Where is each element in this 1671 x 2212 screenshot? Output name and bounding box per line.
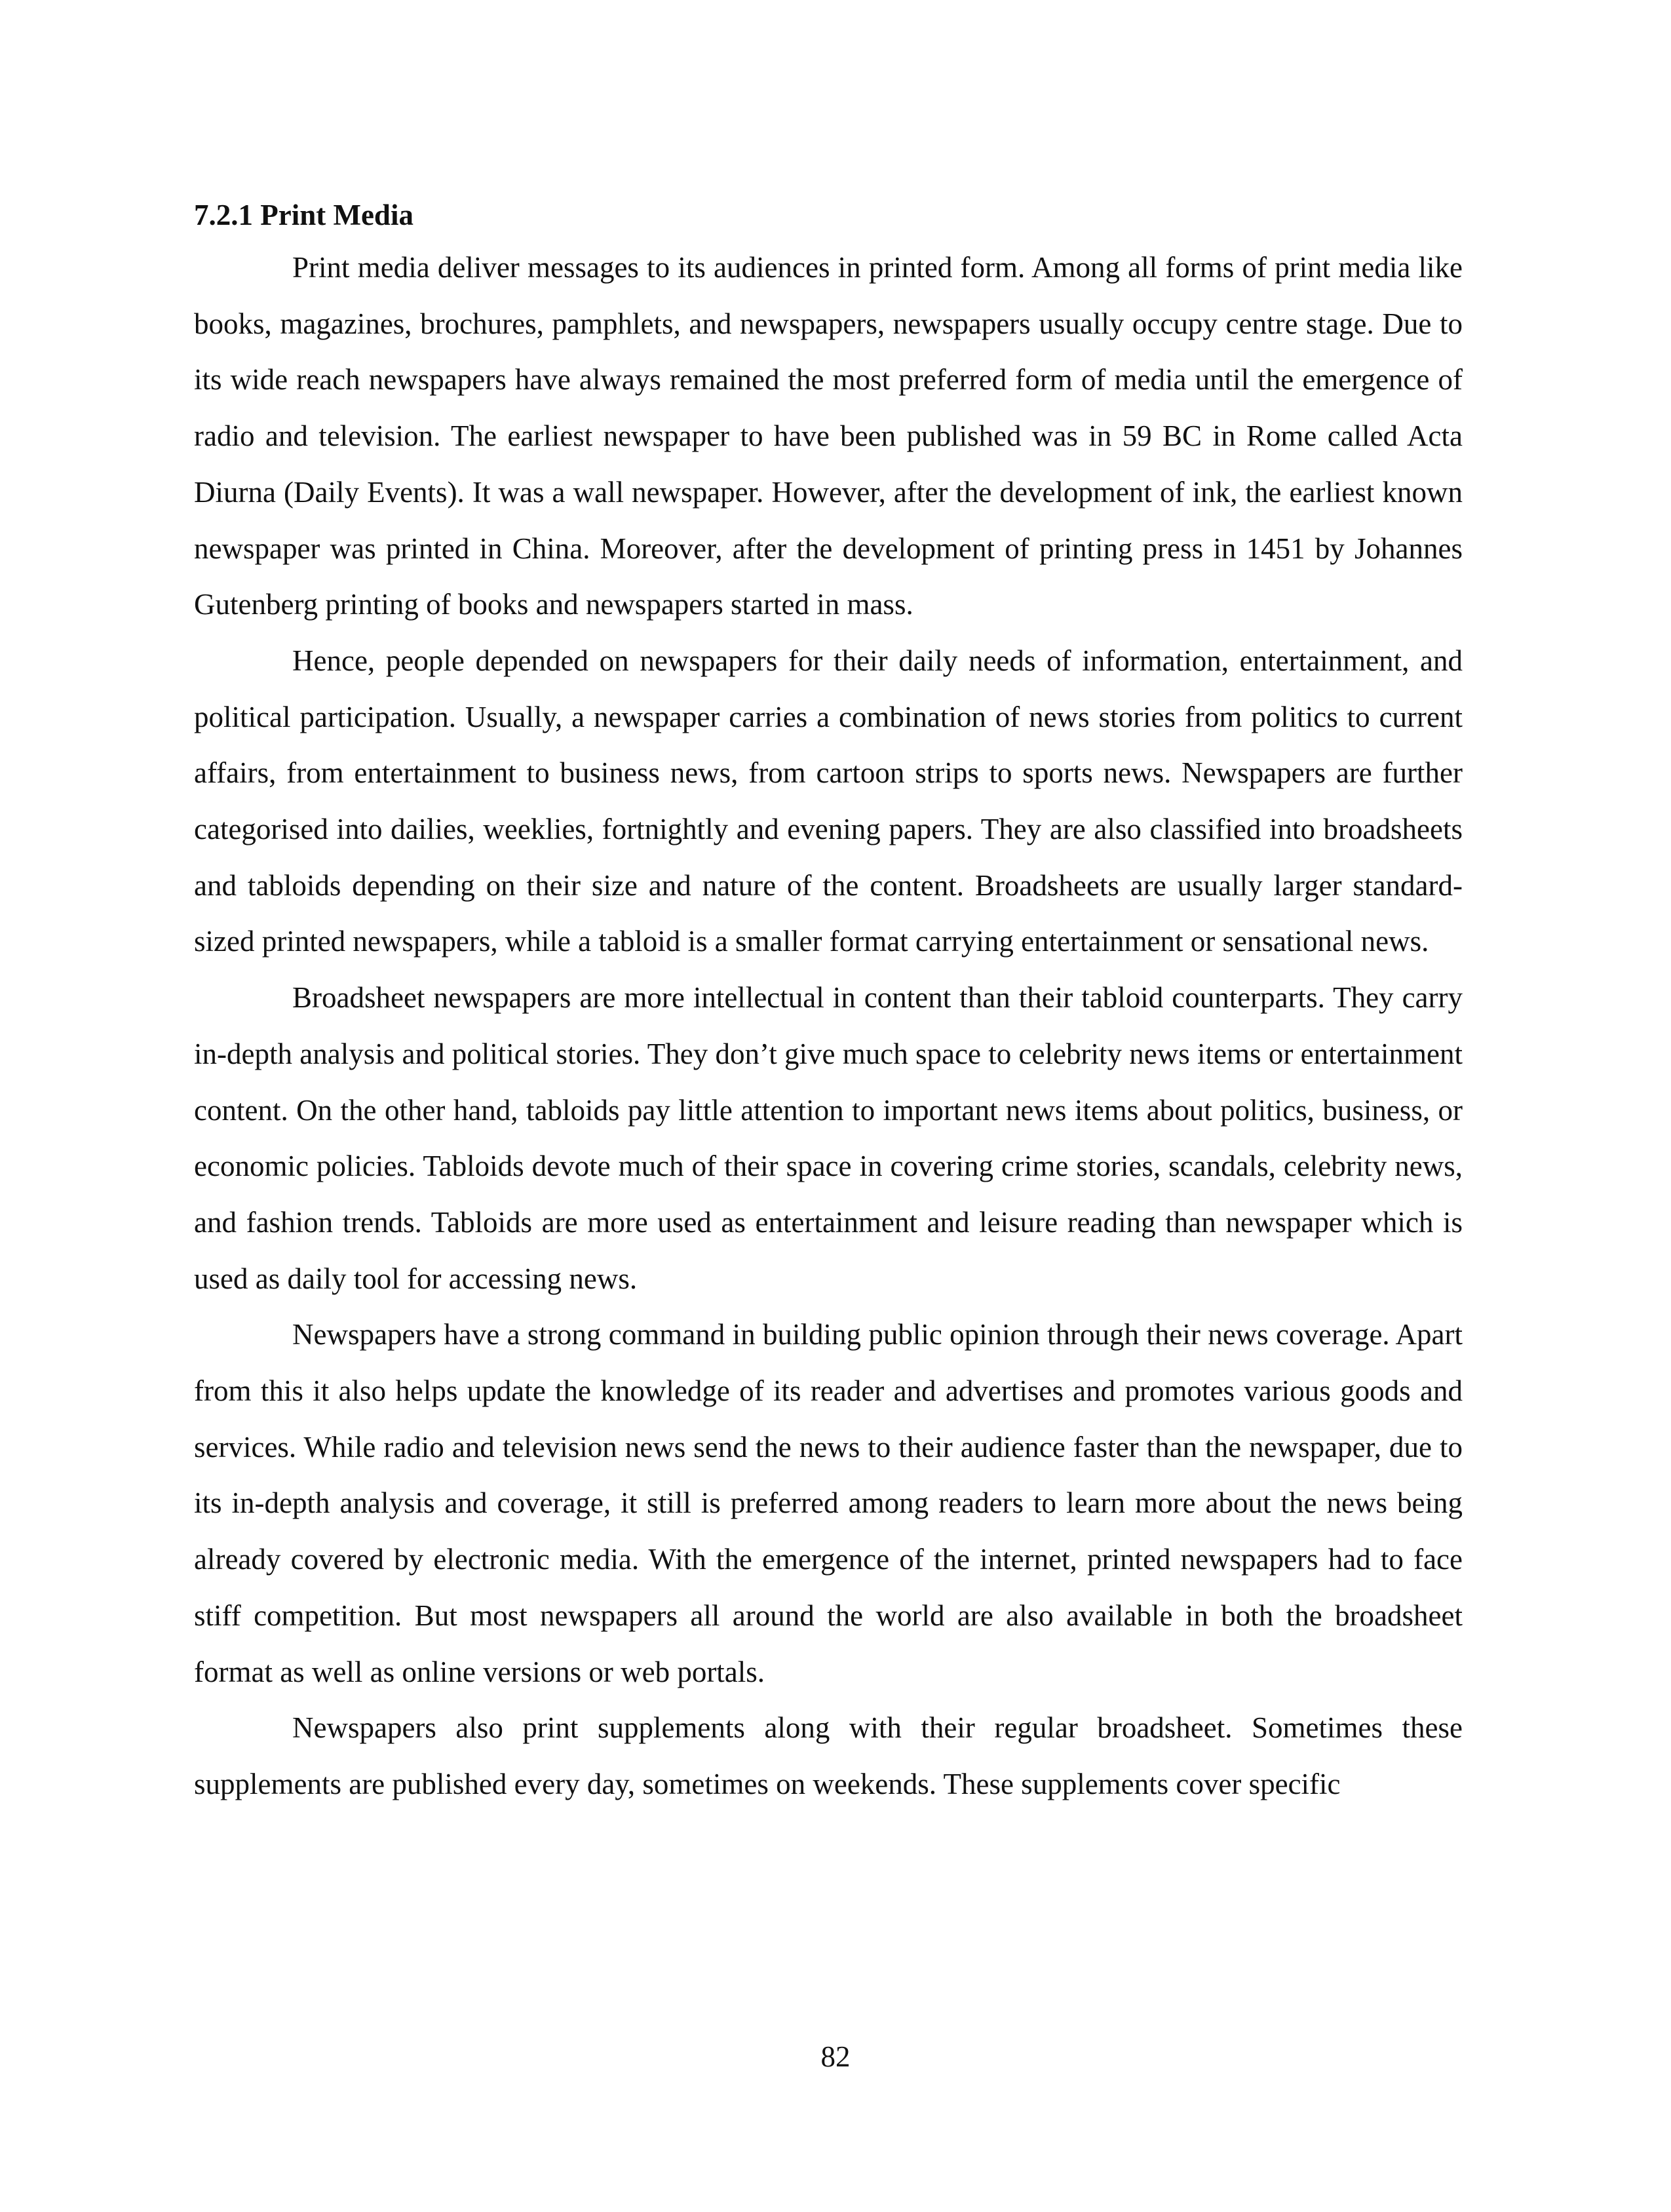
paragraph: Newspapers have a strong command in building public opinion through their news coverage. Apart from this it also helps update the knowledge of its reader and advertises and promotes various goods and services. While radio and television news send the news to their audience faster than the newspaper, due to its in-depth analysis and coverage, it still is preferred among readers to learn more about the news being already covered by electronic media. With the emergence of the internet, printed newspapers had to face stiff competition. But most newspapers all around the world are also available in both the broadsheet format as well as online versions or web portals. <box>194 1318 1463 1688</box>
paragraph: Newspapers also print supplements along with their regular broadsheet. Sometimes these supplements are published every day, sometimes on weekends. These supplements cover specific <box>194 1711 1463 1800</box>
page-content <box>194 195 1463 1813</box>
section-heading: 7.2.1 Print Media <box>194 199 413 231</box>
page-number: 82 <box>820 2040 851 2073</box>
paragraph: Hence, people depended on newspapers for their daily needs of information, entertainment, and political participation. Usually, a newspaper carries a combination of news stories from politics to current affairs, from entertainment to business news, from cartoon strips to sports news. Newspapers are further categorised into dailies, weeklies, fortnightly and evening papers. They are also classified into broadsheets and tabloids depending on their size and nature of the content. Broadsheets are usually larger standard-sized printed newspapers, while a tabloid is a smaller format carrying entertainment or sensational news. <box>194 644 1463 958</box>
paragraph: Print media deliver messages to its audiences in printed form. Among all forms of print media like books, magazines, brochures, pamphlets, and newspapers, newspapers usually occupy centre stage. Due to its wide reach newspapers have always remained the most preferred form of media until the emergence of radio and television. The earliest newspaper to have been published was in 59 BC in Rome called Acta Diurna (Daily Events). It was a wall newspaper. However, after the development of ink, the earliest known newspaper was printed in China. Moreover, after the development of printing press in 1451 by Johannes Gutenberg printing of books and newspapers started in mass. <box>194 251 1463 621</box>
paragraph: Broadsheet newspapers are more intellectual in content than their tabloid counterparts. They carry in-depth analysis and political stories. They don’t give much space to celebrity news items or entertainment content. On the other hand, tabloids pay little attention to important news items about politics, business, or economic policies. Tabloids devote much of their space in covering crime stories, scandals, celebrity news, and fashion trends. Tabloids are more used as entertainment and leisure reading than newspaper which is used as daily tool for accessing news. <box>194 981 1463 1295</box>
